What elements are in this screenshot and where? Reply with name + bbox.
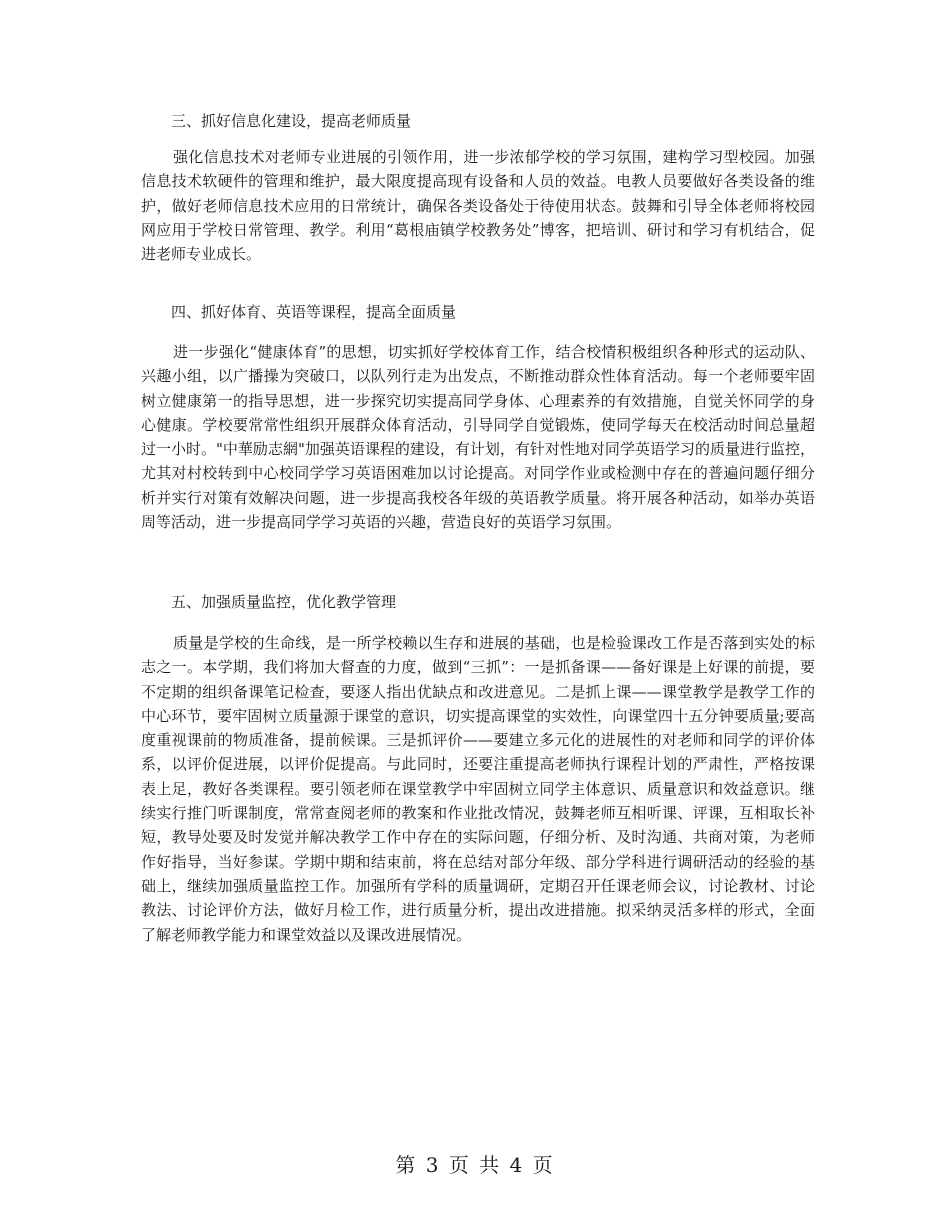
section-body-5: 质量是学校的生命线，是一所学校赖以生存和进展的基础，也是检验课改工作是否落到实处的标志之一。本学期，我们将加大督查的力度，做到“三抓”：一是抓备课——备好课是上好课的前提，要不定期的组织备课笔记检查，要逐人指出优缺点和改进意见。二是抓上课——课堂教学是教学工作的中心环节，要牢固树立质量源于课堂的意识，切实提高课堂的实效性，向课堂四十五分钟要质量;要高度重视课前的物质准备，提前候课。三是抓评价——要建立多元化的进展性的对老师和同学的评价体系，以评价促进展，以评价促提高。与此同时，还要注重提高老师执行课程计划的严肃性，严格按课表上足，教好各类课程。要引领老师在课堂教学中牢固树立同学主体意识、质量意识和效益意识。继续实行推门听课制度，常常查阅老师的教案和作业批改情况，鼓舞老师互相听课、评课，互相取长补短，教导处要及时发觉并解决教学工作中存在的实际问题，仔细分析、及时沟通、共商对策，为老师作好指导，当好参谋。学期中期和结束前，将在总结对部分年级、部分学科进行调研活动的经验的基础上，继续加强质量监控工作。加强所有学科的质量调研，定期召开任课老师会议，讨论教材、讨论教法、讨论评价方法，做好月检工作，进行质量分析，提出改进措施。拟采纳灵活多样的形式，全面了解老师教学能力和课堂效益以及课改进展情况。 [141,634,815,944]
section-body-4: 进一步强化“健康体育”的思想，切实抓好学校体育工作，结合校情积极组织各种形式的运动队、兴趣小组，以广播操为突破口，以队列行走为出发点，不断推动群众性体育活动。每一个老师要牢固树立健康第一的指导思想，进一步探究切实提高同学身体、心理素养的有效措施，自觉关怀同学的身心健康。学校要常常性组织开展群众体育活动，引导同学自觉锻炼，使同学每天在校活动时间总量超过一小时。"中華励志網"加强英语课程的建设，有计划，有针对性地对同学英语学习的质量进行监控，尤其对村校转到中心校同学学习英语困难加以讨论提高。对同学作业或检测中存在的普遍问题仔细分析并实行对策有效解决问题，进一步提高我校各年级的英语教学质量。将开展各种活动，如举办英语周等活动，进一步提高同学学习英语的兴趣，营造良好的英语学习氛围。 [141,343,815,532]
section-body-3: 强化信息技术对老师专业进展的引领作用，进一步浓郁学校的学习氛围，建构学习型校园。加强信息技术软硬件的管理和维护，最大限度提高现有设备和人员的效益。电教人员要做好各类设备的维护，做好老师信息技术应用的日常统计，确保各类设备处于待使用状态。鼓舞和引导全体老师将校园网应用于学校日常管理、教学。利用“葛根庙镇学校教务处”博客，把培训、研讨和学习有机结合，促进老师专业成长。 [141,148,815,264]
page-number-footer: 第 3 页 共 4 页 [395,1153,555,1177]
section-heading-5: 五、加强质量监控，优化教学管理 [171,593,397,611]
section-heading-4: 四、抓好体育、英语等课程，提高全面质量 [171,303,457,321]
section-heading-3: 三、抓好信息化建设，提高老师质量 [171,112,412,130]
